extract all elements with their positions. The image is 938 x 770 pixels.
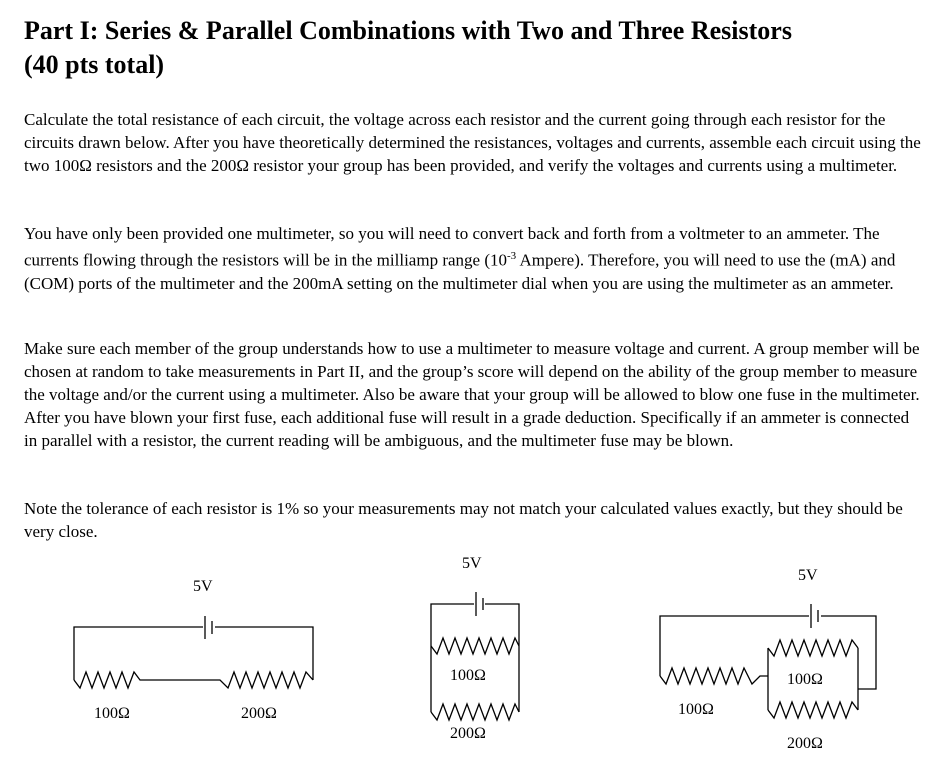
multimeter-paragraph bbox=[24, 222, 924, 295]
combo-par1-label: 100Ω bbox=[787, 671, 823, 688]
multimeter-text-start: You have only been provided one multimeter, so you will need to convert back and forth from a voltmeter to an ammeter. The currents flowing through the resistors will be in the milliamp range (10 bbox=[24, 224, 880, 270]
parallel-resistor-1 bbox=[431, 638, 519, 654]
group-paragraph: Make sure each member of the group understands how to use a multimeter to measure voltage and current. A group member will be chosen at random to take measurements in Part II, and the group’s score will depend on the ability of the group member to measure the voltage and/or the current using a multimeter. Also be aware that your group will be allowed to blow one fuse in the multimeter. After you have blown your first fuse, each additional fuse will result in a grade deduction. Specifically if an ammeter is connected in parallel with a resistor, the current reading will be ambiguous, and the multimeter fuse may be blown. bbox=[24, 339, 920, 450]
parallel-circuit bbox=[431, 555, 519, 742]
circuit-diagrams bbox=[0, 548, 938, 770]
combo-voltage-label: 5V bbox=[798, 567, 818, 584]
parallel-right-wire bbox=[485, 604, 519, 712]
tolerance-paragraph: Note the tolerance of each resistor is 1% so your measurements may not match your calculated values exactly, but they should be very close. bbox=[24, 499, 903, 541]
instructions-paragraph: Calculate the total resistance of each circuit, the voltage across each resistor and the current going through each resistor for the circuits drawn below. After you have theoretically determined the resistances, voltages and currents, assemble each circuit using the two 100Ω resistors and the 200Ω resistor your group has been provided, and verify the voltages and currents using a multimeter. bbox=[24, 110, 921, 175]
series-r1-label: 100Ω bbox=[94, 705, 130, 722]
combo-par2-label: 200Ω bbox=[787, 735, 823, 752]
multimeter-text-end: Ampere). Therefore, you will need to use the (mA) and (COM) ports of the multimeter and the 200mA setting on the multimeter dial when you are using the multimeter as an ammeter. bbox=[24, 250, 896, 293]
series-r2-label: 200Ω bbox=[241, 705, 277, 722]
parallel-r1-label: 100Ω bbox=[450, 667, 486, 684]
page-title bbox=[24, 14, 924, 82]
parallel-resistor-2 bbox=[431, 704, 519, 720]
parallel-left-wire bbox=[431, 604, 474, 712]
combo-series-label: 100Ω bbox=[678, 701, 714, 718]
series-resistor-2 bbox=[190, 672, 313, 688]
series-resistor-1 bbox=[74, 672, 190, 688]
title-line-1: Part I: Series & Parallel Combinations with Two and Three Resistors bbox=[24, 16, 792, 45]
parallel-voltage-label: 5V bbox=[462, 555, 482, 572]
combo-parallel-resistor-2 bbox=[768, 702, 858, 718]
title-line-2: (40 pts total) bbox=[24, 50, 165, 79]
combo-parallel-resistor-1 bbox=[768, 640, 858, 656]
combination-circuit bbox=[660, 567, 876, 752]
combo-series-resistor bbox=[660, 668, 768, 684]
parallel-r2-label: 200Ω bbox=[450, 725, 486, 742]
series-circuit bbox=[74, 578, 313, 722]
exponent: -3 bbox=[506, 250, 517, 262]
series-voltage-label: 5V bbox=[193, 578, 213, 595]
